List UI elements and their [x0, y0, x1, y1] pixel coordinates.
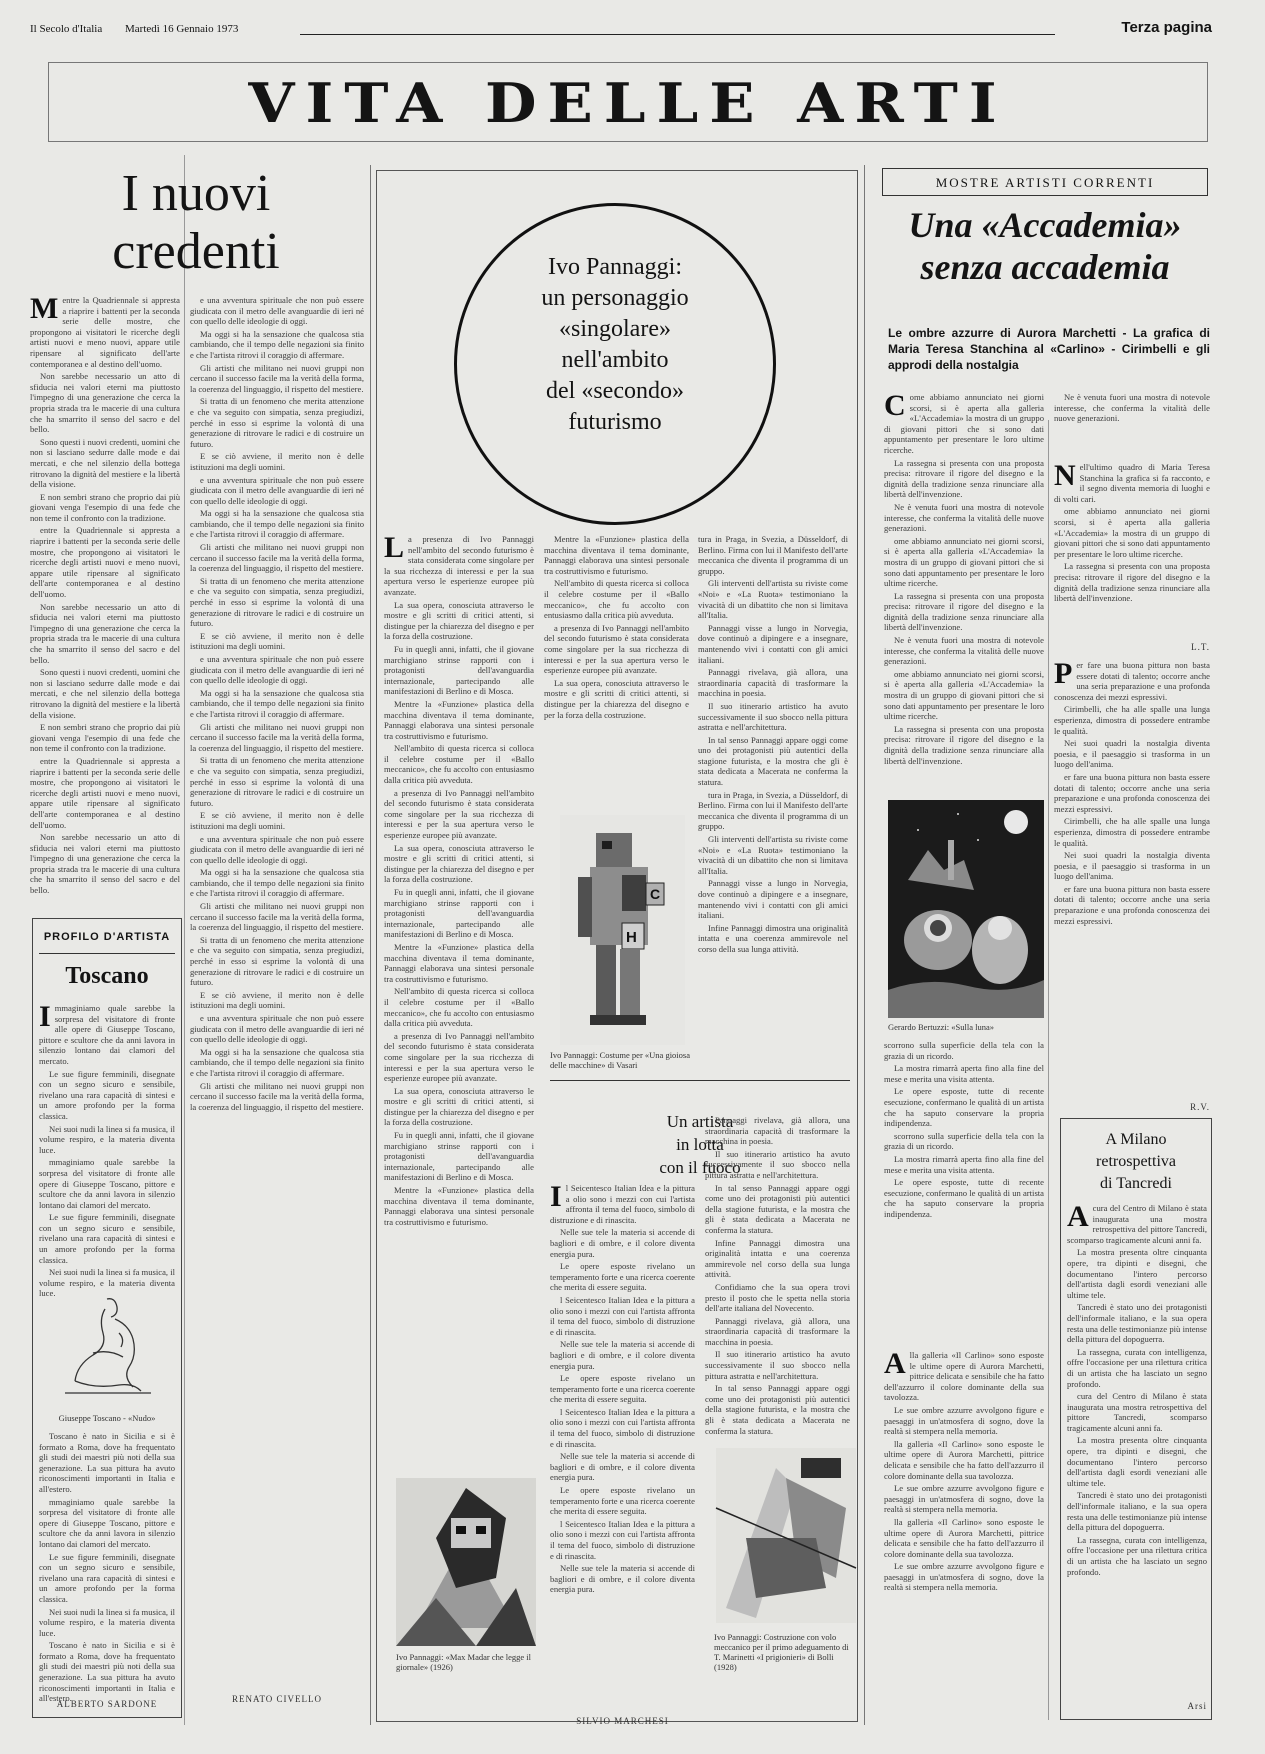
- moon-illustration: [888, 800, 1044, 1018]
- byline: SILVIO MARCHESI: [576, 1716, 669, 1726]
- construction-caption: Ivo Pannaggi: Costruzione con volo meccanico per il primo adeguamento di T. Marinetti «I prigionieri» di Bolli (1928): [714, 1632, 849, 1672]
- accademia-col1: C ome abbiamo annunciato nei giorni scorsi, si è aperta alla galleria «L'Accademia» la mostra di un gruppo di giovani pittori che si sono dati appuntamento per presentare le loro ultime ricerche. La rassegna si presenta con una proposta precisa: ritrovare il rigore del disegno e la dignità della tradizione senza rinunciare alla libertà dell'invenzione. Ne è venuta fuori una mostra di notevole interesse, che conferma la vitalità delle nuove generazioni. ome abbiamo annunciato nei giorni scorsi, si è aperta alla galleria «L'Accademia» la mostra di un gruppo di giovani pittori che si sono dati appuntamento per presentare le loro ultime ricerche. La rassegna si presenta con una proposta precisa: ritrovare il rigore del disegno e la dignità della tradizione senza rinunciare alla libertà dell'invenzione. Ne è venuta fuori una mostra di notevole interesse, che conferma la vitalità delle nuove generazioni. ome abbiamo annunciato nei giorni scorsi, si è aperta alla galleria «L'Accademia» la mostra di un gruppo di giovani pittori che si sono dati appuntamento per presentare le loro ultime ricerche. La rassegna si presenta con una proposta precisa: ritrovare il rigore del disegno e la dignità della tradizione senza rinunciare alla libertà dell'invenzione.: [884, 389, 1044, 766]
- column-rule: [370, 165, 371, 1725]
- profile-body: I mmaginiamo quale sarebbe la sorpresa del visitatore di fronte alle opere di Giuseppe Toscano, pittore e scultore che da anni lavora in silenzio lontano dai clamori del mercato. Le sue figure femminili, disegnate con un segno sicuro e sensibile, rivelano una rara capacità di sintesi e un amore profondo per la forma classica. Nei suoi nudi la linea si fa musica, il volume respiro, e la materia diventa luce. mmaginiamo quale sarebbe la sorpresa del visitatore di fronte alle opere di Giuseppe Toscano, pittore e scultore che da anni lavora in silenzio lontano dai clamori del mercato. Le sue figure femminili, disegnate con un segno sicuro e sensibile, rivelano una rara capacità di sintesi e un amore profondo per la forma classica. Nei suoi nudi la linea si fa musica, il volume respiro, e la materia diventa luce.: [39, 1000, 175, 1299]
- construction-figure: [716, 1448, 856, 1623]
- drop-cap: A: [1067, 1200, 1089, 1233]
- costume-caption: Ivo Pannaggi: Costume per «Una gioiosa delle macchine» di Vasari: [550, 1050, 690, 1070]
- pannaggi-col2: Mentre la «Funzione» plastica della macchina diventava il tema dominante, Pannaggi elaborava una sintesi personale tra costruttivismo e futurismo. Nell'ambito di questa ricerca si colloca il celebre costume per il «Ballo meccanico», che fu accolto con entusiasmo dalla critica più avveduta. a presenza di Ivo Pannaggi nell'ambito del secondo futurismo è stata considerata come singolare per la sua ricchezza di interessi e per la sua apertura verso le esperienze europee più avanzate. La sua opera, conosciuta attraverso le mostre e gli scritti di critici attenti, si distingue per la chiarezza del disegno e per la forza della costruzione.: [544, 534, 689, 720]
- sub-article-col2: Pannaggi rivelava, già allora, una straordinaria capacità di trasformare la macchina in poesia. Il suo itinerario artistico ha avuto successivamente il suo sbocco nella pittura astratta e nell'architettura. In tal senso Pannaggi appare oggi come uno dei protagonisti più autentici della stagione futurista, e la mostra che gli è stata dedicata a Macerata ne conferma la statura. Infine Pannaggi dimostra una originalità intatta e una coerenza ammirevole nel corso della sua lunga attività. Confidiamo che la sua opera trovi presto il posto che le spetta nella storia dell'arte italiana del Novecento. Pannaggi rivelava, già allora, una straordinaria capacità di trasformare la macchina in poesia. Il suo itinerario artistico ha avuto successivamente il suo sbocco nella pittura astratta e nell'architettura. In tal senso Pannaggi appare oggi come uno dei protagonisti più autentici della stagione futurista, e la mostra che gli è stata dedicata a Macerata ne conferma la statura.: [705, 1115, 850, 1436]
- costume-figure: [560, 815, 685, 1045]
- portrait-figure: [396, 1478, 536, 1646]
- signature: L.T.: [1191, 642, 1210, 652]
- banner-title: VITA DELLE ARTI: [248, 71, 1008, 135]
- byline: ALBERTO SARDONE: [56, 1699, 158, 1709]
- signature: R.V.: [1190, 1102, 1210, 1112]
- accademia-sub1: N ell'ultimo quadro di Maria Teresa Stanchina la grafica si fa racconto, e il segno diventa memoria di luoghi e di volti cari. ome abbiamo annunciato nei giorni scorsi, si è aperta alla galleria «L'Accademia» la mostra di un gruppo di giovani pittori che si sono dati appuntamento per presentare le loro ultime ricerche. La rassegna si presenta con una proposta precisa: ritrovare il rigore del disegno e la dignità della tradizione senza rinunciare alla libertà dell'invenzione.: [1054, 459, 1210, 604]
- column-rule: [864, 165, 865, 1725]
- drop-cap: C: [884, 389, 906, 422]
- headline-circle: [454, 203, 776, 525]
- kicker-box: [882, 168, 1208, 196]
- banner-box: [48, 62, 1208, 142]
- accademia-col1b: scorrono sulla superficie della tela con la grazia di un ricordo. La mostra rimarrà aperta fino alla fine del mese e merita una visita attenta. Le opere esposte, tutte di recente esecuzione, confermano le qualità di un artista che ha saputo conservare la propria indipendenza. scorrono sulla superficie della tela con la grazia di un ricordo. La mostra rimarrà aperta fino alla fine del mese e merita una visita attenta. Le opere esposte, tutte di recente esecuzione, confermano le qualità di un artista che ha saputo conservare la propria indipendenza.: [884, 1040, 1044, 1219]
- paper-name: Il Secolo d'Italia: [30, 23, 103, 35]
- article-kicker: MOSTRE ARTISTI CORRENTI: [935, 175, 1155, 190]
- tancredi-body: A cura del Centro di Milano è stata inaugurata una mostra retrospettiva del pittore Tancredi, scomparso tragicamente alcuni anni fa. La mostra presenta oltre cinquanta opere, tra dipinti e disegni, che documentano l'intero percorso dell'artista dagli esordi veneziani alle ultime tele. Tancredi è stato uno dei protagonisti dell'informale italiano, e la sua opera resta una delle testimonianze più intense della pittura del dopoguerra. La rassegna, curata con intelligenza, offre l'occasione per una rilettura critica di un artista che ha lasciato un segno profondo. cura del Centro di Milano è stata inaugurata una mostra retrospettiva del pittore Tancredi, scomparso tragicamente alcuni anni fa. La mostra presenta oltre cinquanta opere, tra dipinti e disegni, che documentano l'intero percorso dell'artista dagli esordi veneziani alle ultime tele. Tancredi è stato uno dei protagonisti dell'informale italiano, e la sua opera resta una delle testimonianze più intense della pittura del dopoguerra. La rassegna, curata con intelligenza, offre l'occasione per una rilettura critica di un artista che ha lasciato un segno profondo.: [1067, 1200, 1207, 1577]
- article-title: A Milano retrospettiva di Tancredi: [1096, 1131, 1176, 1192]
- drawing-caption: Giuseppe Toscano - «Nudo»: [58, 1413, 156, 1423]
- accademia-col2: Ne è venuta fuori una mostra di notevole interesse, che conferma la vitalità delle nuove generazioni.: [1054, 392, 1210, 424]
- svg-text:H: H: [626, 929, 637, 946]
- sub-article-title: Un artista in lotta con il fuoco: [659, 1112, 741, 1177]
- tancredi-box: [1060, 1118, 1212, 1720]
- moon-caption: Gerardo Bertuzzi: «Sulla luna»: [888, 1022, 994, 1032]
- article-title: Una «Accademia» senza accademia: [908, 205, 1182, 287]
- article-body-col2: e una avventura spirituale che non può essere giudicata con il metro delle avanguardie di ieri né con quello delle ideologie di oggi. Ma oggi si ha la sensazione che qualcosa stia cambiando, che il tempo delle negazioni sia finito e che l'artista ritrovi il coraggio di affermare. Gli artisti che militano nei nuovi gruppi non cercano il successo facile ma la verità della forma, la coerenza del linguaggio, il rispetto del mestiere. Si tratta di un fenomeno che merita attenzione e che va seguito con simpatia, senza pregiudizi, perché in esso si esprime la volontà di una generazione di ritrovare le radici e di costruire un futuro. E se ciò avviene, il merito non è delle istituzioni ma degli uomini. e una avventura spirituale che non può essere giudicata con il metro delle avanguardie di ieri né con quello delle ideologie di oggi. Ma oggi si ha la sensazione che qualcosa stia cambiando, che il tempo delle negazioni sia finito e che l'artista ritrovi il coraggio di affermare. Gli artisti che militano nei nuovi gruppi non cercano il successo facile ma la verità della forma, la coerenza del linguaggio, il rispetto del mestiere. Si tratta di un fenomeno che merita attenzione e che va seguito con simpatia, senza pregiudizi, perché in esso si esprime la volontà di una generazione di ritrovare le radici e di costruire un futuro. E se ciò avviene, il merito non è delle istituzioni ma degli uomini. e una avventura spirituale che non può essere giudicata con il metro delle avanguardie di ieri né con quello delle ideologie di oggi. Ma oggi si ha la sensazione che qualcosa stia cambiando, che il tempo delle negazioni sia finito e che l'artista ritrovi il coraggio di affermare. Gli artisti che militano nei nuovi gruppi non cercano il successo facile ma la verità della forma, la coerenza del linguaggio, il rispetto del mestiere. Si tratta di un fenomeno che merita attenzione e che va seguito con simpatia, senza pregiudizi, perché in esso si esprime la volontà di una generazione di ritrovare le radici e di costruire un futuro. E se ciò avviene, il merito non è delle istituzioni ma degli uomini. e una avventura spirituale che non può essere giudicata con il metro delle avanguardie di ieri né con quello delle ideologie di oggi. Ma oggi si ha la sensazione che qualcosa stia cambiando, che il tempo delle negazioni sia finito e che l'artista ritrovi il coraggio di affermare. Gli artisti che militano nei nuovi gruppi non cercano il successo facile ma la verità della forma, la coerenza del linguaggio, il rispetto del mestiere. Si tratta di un fenomeno che merita attenzione e che va seguito con simpatia, senza pregiudizi, perché in esso si esprime la volontà di una generazione di ritrovare le radici e di costruire un futuro. E se ciò avviene, il merito non è delle istituzioni ma degli uomini. e una avventura spirituale che non può essere giudicata con il metro delle avanguardie di ieri né con quello delle ideologie di oggi. Ma oggi si ha la sensazione che qualcosa stia cambiando, che il tempo delle negazioni sia finito e che l'artista ritrovi il coraggio di affermare. Gli artisti che militano nei nuovi gruppi non cercano il successo facile ma la verità della forma, la coerenza del linguaggio, il rispetto del mestiere.: [190, 295, 364, 1112]
- accademia-sub3: A lla galleria «Il Carlino» sono esposte le ultime opere di Aurora Marchetti, pittrice delicata e sensibile che ha fatto dell'azzurro il colore dominante della sua tavolozza. Le sue ombre azzurre avvolgono figure e paesaggi in un'atmosfera di sogno, dove la realtà si stempera nella memoria. lla galleria «Il Carlino» sono esposte le ultime opere di Aurora Marchetti, pittrice delicata e sensibile che ha fatto dell'azzurro il colore dominante della sua tavolozza. Le sue ombre azzurre avvolgono figure e paesaggi in un'atmosfera di sogno, dove la realtà si stempera nella memoria. lla galleria «Il Carlino» sono esposte le ultime opere di Aurora Marchetti, pittrice delicata e sensibile che ha fatto dell'azzurro il colore dominante della sua tavolozza. Le sue ombre azzurre avvolgono figure e paesaggi in un'atmosfera di sogno, dove la realtà si stempera nella memoria.: [884, 1347, 1044, 1593]
- costume-image: [560, 815, 685, 1045]
- construction-image: [716, 1448, 856, 1623]
- byline: RENATO CIVELLO: [231, 1694, 323, 1704]
- section-rule: [550, 1080, 850, 1081]
- drop-cap: M: [30, 292, 59, 325]
- portrait-image: [396, 1478, 536, 1646]
- drop-cap: P: [1054, 657, 1073, 690]
- drop-cap: L: [384, 531, 405, 564]
- moon-scene: [888, 800, 1044, 1018]
- drop-cap: A: [884, 1347, 906, 1380]
- accademia-sub2: P er fare una buona pittura non basta essere dotati di talento; occorre anche una seria preparazione e una profonda conoscenza dei mezzi espressivi. Cirimbelli, che ha alle spalle una lunga esperienza, dimostra di possedere entrambe le qualità. Nei suoi quadri la nostalgia diventa poesia, e il paesaggio si trasforma in un luogo dell'anima. er fare una buona pittura non basta essere dotati di talento; occorre anche una seria preparazione e una profonda conoscenza dei mezzi espressivi. Cirimbelli, che ha alle spalle una lunga esperienza, dimostra di possedere entrambe le qualità. Nei suoi quadri la nostalgia diventa poesia, e il paesaggio si trasforma in un luogo dell'anima. er fare una buona pittura non basta essere dotati di talento; occorre anche una seria preparazione e una profonda conoscenza dei mezzi espressivi.: [1054, 657, 1210, 926]
- issue-date: Martedì 16 Gennaio 1973: [125, 23, 239, 35]
- profile-box: [32, 918, 182, 1718]
- section-name: Terza pagina: [1121, 19, 1212, 36]
- drop-cap: I: [39, 1000, 51, 1033]
- drop-cap: I: [550, 1180, 562, 1213]
- running-head-rule: [300, 34, 1055, 35]
- profile-title: Toscano: [65, 963, 149, 989]
- running-head: [30, 20, 1222, 40]
- profile-body-2: Toscano è nato in Sicilia e si è formato a Roma, dove ha frequentato gli studi dei maestri più noti della sua generazione. La sua pittura ha avuto riconoscimenti importanti in Italia e all'estero. mmaginiamo quale sarebbe la sorpresa del visitatore di fronte alle opere di Giuseppe Toscano, pittore e scultore che da anni lavora in silenzio lontano dai clamori del mercato. Le sue figure femminili, disegnate con un segno sicuro e sensibile, rivelano una rara capacità di sintesi e un amore profondo per la forma classica. Nei suoi nudi la linea si fa musica, il volume respiro, e la materia diventa luce. Toscano è nato in Sicilia e si è formato a Roma, dove ha frequentato gli studi dei maestri più noti della sua generazione. La sua pittura ha avuto riconoscimenti importanti in Italia e all'estero.: [39, 1431, 175, 1704]
- column-rule: [1048, 420, 1049, 1720]
- signature: Arsi: [1187, 1701, 1207, 1711]
- article-body-col1: M entre la Quadriennale si appresta a riaprire i battenti per la seconda serie delle mostre, che propongono ai visitatori le ricerche degli artisti nuovi e meno nuovi, appare utile ripensare al significato dell'arte contemporanea e al destino dell'uomo. Non sarebbe necessario un atto di sfiducia nei valori eterni ma piuttosto l'impegno di una generazione che cerca la propria strada tra le macerie di una cultura che ha smarrito il senso del sacro e del bello. Sono questi i nuovi credenti, uomini che non si lasciano sedurre dalle mode e dai mercati, e che nel silenzio della bottega ritrovano la dignità del mestiere e la libertà della visione. E non sembri strano che proprio dai più giovani venga l'esempio di una fede che non teme il confronto con la tradizione. entre la Quadriennale si appresta a riaprire i battenti per la seconda serie delle mostre, che propongono ai visitatori le ricerche degli artisti nuovi e meno nuovi, appare utile ripensare al significato dell'arte contemporanea e al destino dell'uomo. Non sarebbe necessario un atto di sfiducia nei valori eterni ma piuttosto l'impegno di una generazione che cerca la propria strada tra le macerie di una cultura che ha smarrito il senso del sacro e del bello. Sono questi i nuovi credenti, uomini che non si lasciano sedurre dalle mode e dai mercati, e che nel silenzio della bottega ritrovano la dignità del mestiere e la libertà della visione. E non sembri strano che proprio dai più giovani venga l'esempio di una fede che non teme il confronto con la tradizione. entre la Quadriennale si appresta a riaprire i battenti per la seconda serie delle mostre, che propongono ai visitatori le ricerche degli artisti nuovi e meno nuovi, appare utile ripensare al significato dell'arte contemporanea e al destino dell'uomo. Non sarebbe necessario un atto di sfiducia nei valori eterni ma piuttosto l'impegno di una generazione che cerca la propria strada tra le macerie di una cultura che ha smarrito il senso del sacro e del bello.: [30, 292, 180, 896]
- nude-drawing: [45, 1289, 171, 1409]
- svg-text:C: C: [650, 886, 661, 902]
- sub-article-col1: I l Seicentesco Italian Idea e la pittura a olio sono i mezzi con cui l'artista affronta il tema del fuoco, simbolo di distruzione e di rinascita. Nelle sue tele la materia si accende di bagliori e di ombre, e il colore diventa energia pura. Le opere esposte rivelano un temperamento forte e una ricerca coerente che merita di essere seguita. l Seicentesco Italian Idea e la pittura a olio sono i mezzi con cui l'artista affronta il tema del fuoco, simbolo di distruzione e di rinascita. Nelle sue tele la materia si accende di bagliori e di ombre, e il colore diventa energia pura. Le opere esposte rivelano un temperamento forte e una ricerca coerente che merita di essere seguita. l Seicentesco Italian Idea e la pittura a olio sono i mezzi con cui l'artista affronta il tema del fuoco, simbolo di distruzione e di rinascita. Nelle sue tele la materia si accende di bagliori e di ombre, e il colore diventa energia pura. Le opere esposte rivelano un temperamento forte e una ricerca coerente che merita di essere seguita. l Seicentesco Italian Idea e la pittura a olio sono i mezzi con cui l'artista affronta il tema del fuoco, simbolo di distruzione e di rinascita. Nelle sue tele la materia si accende di bagliori e di ombre, e il colore diventa energia pura.: [550, 1180, 695, 1595]
- article-title: Ivo Pannaggi: un personaggio «singolare» nell'ambito del «secondo» futurismo: [541, 254, 689, 435]
- pannaggi-col1: L a presenza di Ivo Pannaggi nell'ambito del secondo futurismo è stata considerata come singolare per la sua ricchezza di interessi e per la sua apertura verso le esperienze europee più avanzate. La sua opera, conosciuta attraverso le mostre e gli scritti di critici attenti, si distingue per la chiarezza del disegno e per la forza della costruzione. Fu in quegli anni, infatti, che il giovane marchigiano strinse rapporti con i protagonisti dell'avanguardia internazionale, partecipando alle manifestazioni di Berlino e di Mosca. Mentre la «Funzione» plastica della macchina diventava il tema dominante, Pannaggi elaborava una sintesi personale tra costruttivismo e futurismo. Nell'ambito di questa ricerca si colloca il celebre costume per il «Ballo meccanico», che fu accolto con entusiasmo dalla critica più avveduta. a presenza di Ivo Pannaggi nell'ambito del secondo futurismo è stata considerata come singolare per la sua ricchezza di interessi e per la sua apertura verso le esperienze europee più avanzate. La sua opera, conosciuta attraverso le mostre e gli scritti di critici attenti, si distingue per la chiarezza del disegno e per la forza della costruzione. Fu in quegli anni, infatti, che il giovane marchigiano strinse rapporti con i protagonisti dell'avanguardia internazionale, partecipando alle manifestazioni di Berlino e di Mosca. Mentre la «Funzione» plastica della macchina diventava il tema dominante, Pannaggi elaborava una sintesi personale tra costruttivismo e futurismo. Nell'ambito di questa ricerca si colloca il celebre costume per il «Ballo meccanico», che fu accolto con entusiasmo dalla critica più avveduta. a presenza di Ivo Pannaggi nell'ambito del secondo futurismo è stata considerata come singolare per la sua ricchezza di interessi e per la sua apertura verso le esperienze europee più avanzate. La sua opera, conosciuta attraverso le mostre e gli scritti di critici attenti, si distingue per la chiarezza del disegno e per la forza della costruzione. Fu in quegli anni, infatti, che il giovane marchigiano strinse rapporti con i protagonisti dell'avanguardia internazionale, partecipando alle manifestazioni di Berlino e di Mosca. Mentre la «Funzione» plastica della macchina diventava il tema dominante, Pannaggi elaborava una sintesi personale tra costruttivismo e futurismo.: [384, 531, 534, 1227]
- profile-kicker: PROFILO D'ARTISTA: [43, 931, 171, 943]
- article-title: I nuovi credenti: [112, 165, 280, 280]
- drop-cap: N: [1054, 459, 1076, 492]
- pannaggi-col3: tura in Praga, in Svezia, a Düsseldorf, di Berlino. Firma con lui il Manifesto dell'arte meccanica che diventa il programma di un gruppo. Gli interventi dell'artista su riviste come «Noi» e «La Ruota» testimoniano la vivacità di un dibattito che non si limitava all'Italia. Pannaggi visse a lungo in Norvegia, dove continuò a dipingere e a insegnare, mantenendo vivi i contatti con gli amici italiani. Pannaggi rivelava, già allora, una straordinaria capacità di trasformare la macchina in poesia. Il suo itinerario artistico ha avuto successivamente il suo sbocco nella pittura astratta e nell'architettura. In tal senso Pannaggi appare oggi come uno dei protagonisti più autentici della stagione futurista, e la mostra che gli è stata dedicata a Macerata ne conferma la statura. tura in Praga, in Svezia, a Düsseldorf, di Berlino. Firma con lui il Manifesto dell'arte meccanica che diventa il programma di un gruppo. Gli interventi dell'artista su riviste come «Noi» e «La Ruota» testimoniano la vivacità di un dibattito che non si limitava all'Italia. Pannaggi visse a lungo in Norvegia, dove continuò a dipingere e a insegnare, mantenendo vivi i contatti con gli amici italiani. Infine Pannaggi dimostra una originalità intatta e una coerenza ammirevole nel corso della sua lunga attività.: [698, 534, 848, 954]
- portrait-caption: Ivo Pannaggi: «Max Madar che legge il giornale» (1926): [396, 1652, 532, 1672]
- kicker-rule: [39, 953, 175, 954]
- article-deck: Le ombre azzurre di Aurora Marchetti - La grafica di Maria Teresa Stanchina al «Carlino» - Cirimbelli e gli approdi della nostalgia: [888, 326, 1210, 372]
